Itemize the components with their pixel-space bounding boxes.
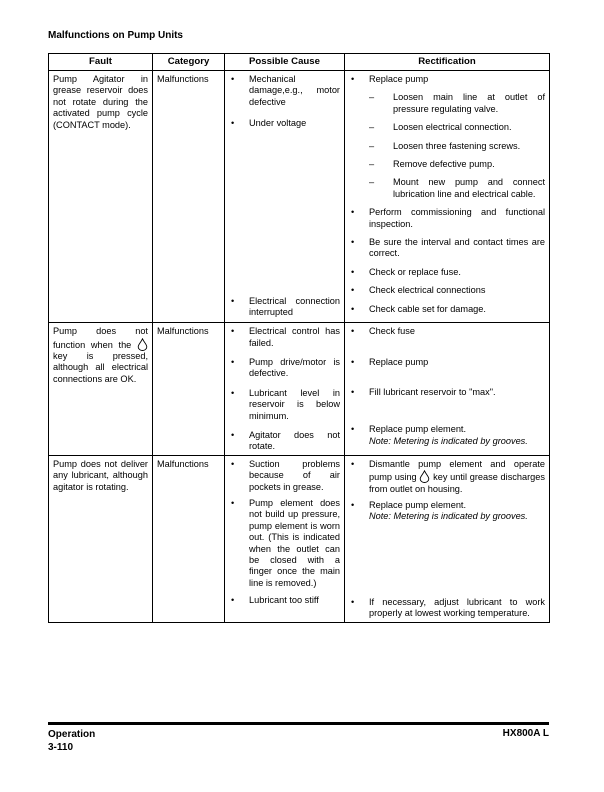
cause-item: • Suction problems because of air pockets in grease. [229,459,340,493]
cause-item: • Pump element does not build up pressure, pump element is worn out. (This is indicated when the outlet can be closed with a finger once the main line is removed.) [229,498,340,589]
rect-step: – Loosen electrical connection. [349,122,545,133]
category-cell: Malfunctions [153,455,225,622]
table-row [49,455,550,622]
rect-item: • If necessary, adjust lubricant to work properly at lowest working temperature. [349,597,545,620]
rect-item [349,500,545,523]
cause-item: • Agitator does not rotate. [229,430,340,453]
rect-step: – Loosen main line at outlet of pressure regulating valve. [349,92,545,115]
fault-text-part2: key is pressed, although all electrical connections are OK. [53,350,148,384]
rectification-cell [345,71,550,323]
rect-item [349,459,545,495]
rect-item: • Fill lubricant reservoir to "max". [349,387,545,398]
fault-cell [49,323,153,456]
footer-page-number: 3-110 [48,742,74,753]
header-fault: Fault [49,54,153,71]
rect-text-part2: key until grease discharges from outlet on housing. [369,472,545,494]
rect-item [349,424,545,447]
rect-note: Note: Metering is indicated by grooves. [369,435,528,446]
rect-text: Replace pump element. [369,424,467,435]
fault-cell [49,71,153,323]
rect-item: • Perform commissioning and functional inspection. [349,207,545,230]
rect-item: • Check cable set for damage. [349,304,545,315]
cause-cell [225,323,345,456]
fault-cell [49,455,153,622]
fault-text: Pump Agitator in grease reservoir does not rotate during the activated pump cycle (CONTACT mode). [53,74,148,130]
cause-cell [225,71,345,323]
rect-item: • Replace pump [349,357,545,368]
rect-item: • Check fuse [349,326,545,337]
rect-item: • Replace pump [349,74,545,85]
header-category: Category [153,54,225,71]
footer-left [48,728,95,754]
rect-step: – Loosen three fastening screws. [349,141,545,152]
rect-note: Note: Metering is indicated by grooves. [369,511,528,522]
footer-divider [48,722,549,725]
header-possible-cause: Possible Cause [225,54,345,71]
header-rectification: Rectification [345,54,550,71]
rect-text-part1: Dismantle pump element and operate pump using [369,458,545,483]
cause-item: • Electrical connection interrupted [229,296,340,319]
cause-item: • Mechanical damage,e.g., motor defective [229,74,340,108]
table-header-row [49,54,550,71]
page-title: Malfunctions on Pump Units [48,30,183,41]
cause-item: • Lubricant too stiff [229,595,340,606]
cause-item: • Electrical control has failed. [229,326,340,349]
rect-text: Replace pump element. [369,499,467,510]
rectification-cell [345,455,550,622]
malfunctions-table [48,53,550,623]
cause-cell [225,455,345,622]
cause-item: • Pump drive/motor is defective. [229,357,340,380]
rect-step: – Remove defective pump. [349,159,545,170]
rect-item: • Be sure the interval and contact times are correct. [349,237,545,260]
rect-item: • Check electrical connections [349,285,545,296]
category-cell: Malfunctions [153,71,225,323]
fault-text-part1: Pump does not function when the [53,326,148,350]
footer-model: HX800A L [502,728,549,739]
cause-item: • Under voltage [229,118,340,129]
cause-item: • Lubricant level in reservoir is below minimum. [229,388,340,422]
category-cell: Malfunctions [153,323,225,456]
rect-item: • Check or replace fuse. [349,267,545,278]
table-row [49,323,550,456]
rectification-cell [345,323,550,456]
footer-section: Operation [48,729,96,740]
grease-drop-key-icon [137,338,148,351]
rect-step: – Mount new pump and connect lubrication line and electrical cable. [349,177,545,200]
fault-text: Pump does not deliver any lubricant, although agitator is rotating. [53,458,148,492]
grease-drop-key-icon [419,470,430,483]
table-row [49,71,550,323]
